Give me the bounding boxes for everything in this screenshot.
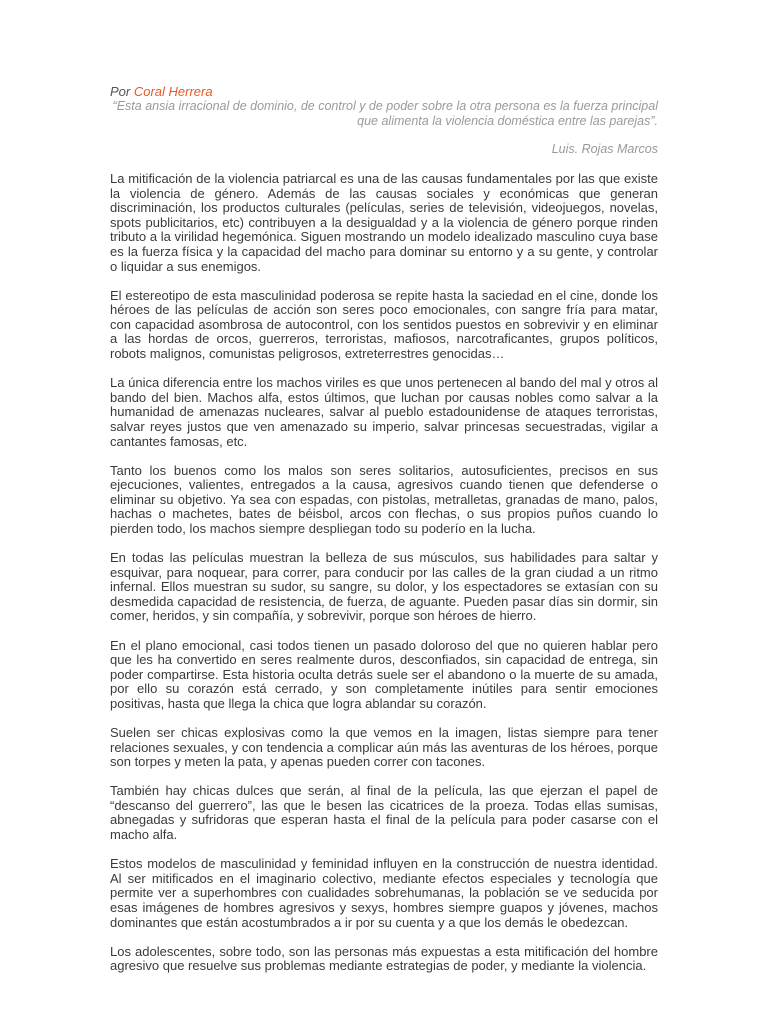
paragraph: La mitificación de la violencia patriarcal es una de las causas fundamentales por las que existe la violencia de género. Además de las causas sociales y económicas que generan discriminación, los productos culturales (películas, series de televisión, videojuegos, novelas, spots publicitarios, etc) contribuyen a la desigualdad y a la violencia de género porque rinden tributo a la virilidad hegemónica. Siguen mostrando un modelo idealizado masculino cuya base es la fuerza física y la capacidad del macho para dominar su entorno y a su gente, y controlar o liquidar a sus enemigos. (110, 171, 658, 274)
paragraph: Suelen ser chicas explosivas como la que vemos en la imagen, listas siempre para tener relaciones sexuales, y con tendencia a complicar aún más las aventuras de los héroes, porque son torpes y meten la pata, y apenas pueden correr con tacones. (110, 725, 658, 770)
byline-prefix: Por (110, 84, 134, 99)
paragraph: En el plano emocional, casi todos tienen un pasado doloroso del que no quieren hablar pero que les ha convertido en seres realmente duros, desconfiados, sin capacidad de entrega, sin poder compartirse. Esta historia oculta detrás suele ser el abandono o la muerte de su amada, por ello su corazón está cerrado, y son completamente inútiles para sentir emociones positivas, hasta que llega la chica que logra ablandar su corazón. (110, 637, 658, 711)
epigraph-attribution: Luis. Rojas Marcos (551, 142, 658, 156)
byline (110, 84, 658, 99)
paragraph: Tanto los buenos como los malos son seres solitarios, autosuficientes, precisos en sus ejecuciones, valientes, entregados a la causa, agresivos cuando tienen que defenderse o eliminar su objetivo. Ya sea con espadas, con pistolas, metralletas, granadas de mano, palos, hachas o machetes, bates de béisbol, arcos con flechas, o sus propios puños cuando lo pierden todo, los machos siempre despliegan todo su poderío en la lucha. (110, 462, 658, 536)
author-name[interactable]: Coral Herrera (133, 84, 213, 99)
paragraph: En todas las películas muestran la belleza de sus músculos, sus habilidades para saltar y esquivar, para noquear, para correr, para conducir por las calles de la gran ciudad a un ritmo infernal. Ellos muestran su sudor, su sangre, su dolor, y los espectadores se extasían con su desmedida capacidad de resistencia, de fuerza, de aguante. Pueden pasar días sin dormir, sin comer, heridos, y sin compañía, y sobrevivir, porque son héroes de hierro. (110, 550, 658, 624)
paragraph: También hay chicas dulces que serán, al final de la película, las que ejerzan el papel de “descanso del guerrero”, las que le besen las cicatrices de la proeza. Todas ellas sumisas, abnegadas y sufridoras que esperan hasta el final de la película para poder casarse con el macho alfa. (110, 783, 658, 843)
epigraph-quote: “Esta ansia irracional de dominio, de control y de poder sobre la otra persona es la fuerza principal que alimenta la violencia doméstica entre las parejas”. (112, 99, 658, 128)
paragraph: La única diferencia entre los machos viriles es que unos pertenecen al bando del mal y otros al bando del bien. Machos alfa, estos últimos, que luchan por causas nobles como salvar a la humanidad de amenazas nucleares, salvar al pueblo estadounidense de ataques terroristas, salvar reyes justos que ven amenazado su imperio, salvar princesas secuestradas, vigilar a cantantes famosas, etc. (110, 375, 658, 449)
paragraph: El estereotipo de esta masculinidad poderosa se repite hasta la saciedad en el cine, donde los héroes de las películas de acción son seres poco emocionales, con sangre fría para matar, con capacidad asombrosa de autocontrol, con los sentidos puestos en sobrevivir y en eliminar a las hordas de orcos, guerreros, terroristas, mafiosos, narcotraficantes, grupos políticos, robots malignos, comunistas peligrosos, extreterrestres genocidas… (110, 287, 658, 362)
paragraph: Estos modelos de masculinidad y feminidad influyen en la construcción de nuestra identidad. Al ser mitificados en el imaginario colectivo, mediante efectos especiales y tecnología que permite ver a superhombres con cualidades sobrehumanas, la población se ve seducida por esas imágenes de hombres agresivos y sexys, hombres siempre guapos y jóvenes, machos dominantes que están acostumbrados a ir por su cuenta y a que los demás le obedezcan. (110, 856, 658, 930)
paragraph: Los adolescentes, sobre todo, son las personas más expuestas a esta mitificación del hombre agresivo que resuelve sus problemas mediante estrategias de poder, y mediante la violencia. (110, 943, 658, 974)
article-body (110, 172, 658, 974)
article (110, 84, 658, 988)
